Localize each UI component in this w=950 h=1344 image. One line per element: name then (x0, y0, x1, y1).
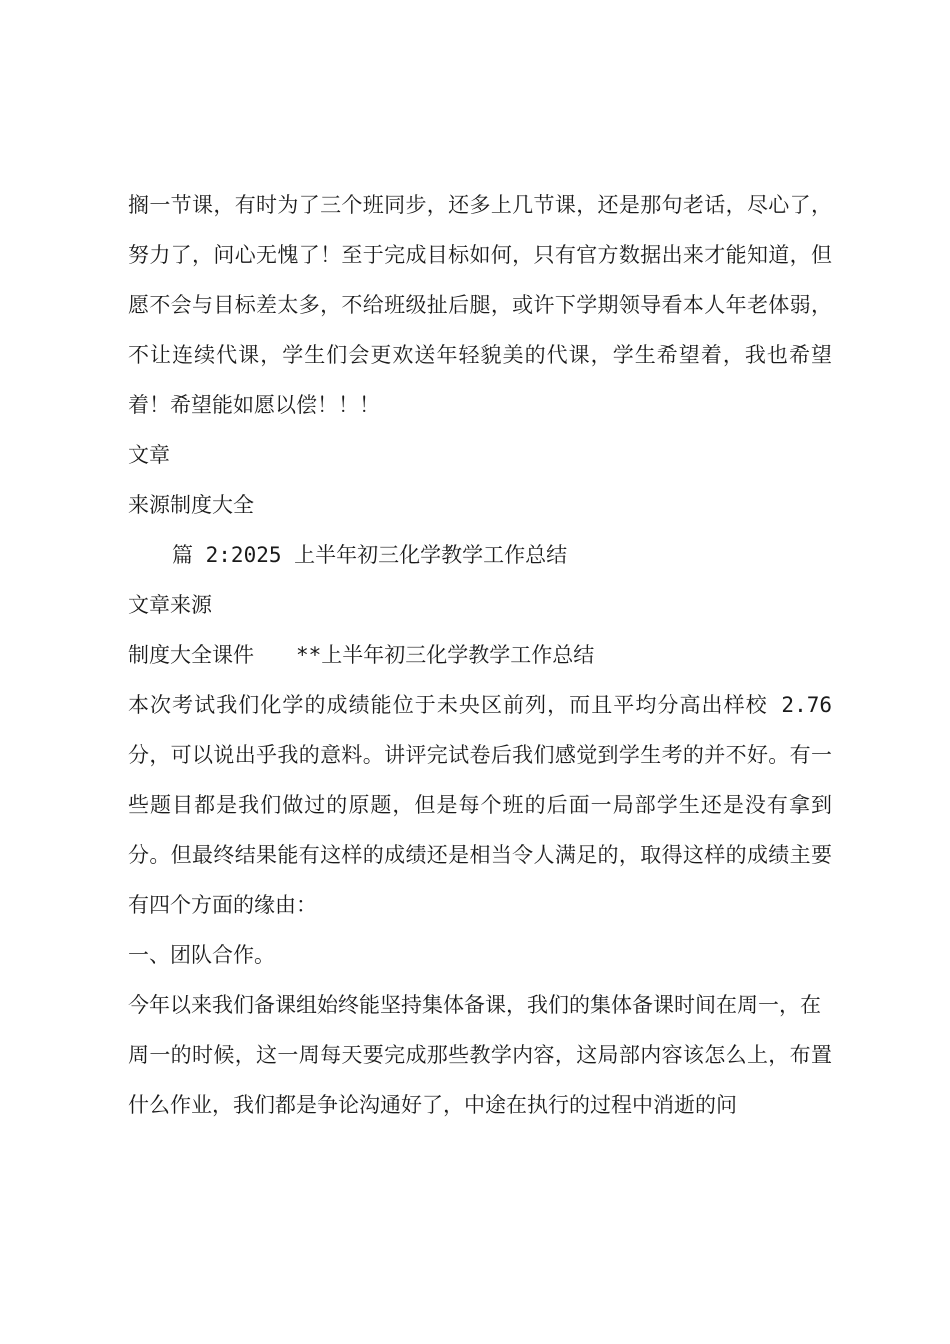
courseware-label: 制度大全课件 (128, 643, 254, 667)
body-paragraph-results: 本次考试我们化学的成绩能位于未央区前列，而且平均分高出样校 2.76 分，可以说出乎我的意料。讲评完试卷后我们感觉到学生考的并不好。有一些题目都是我们做过的原题，但是每个班的后面一局部学生还是没有拿到分。但最终结果能有这样的成绩还是相当令人满足的，取得这样的成绩主要有四个方面的缘由： (128, 693, 832, 917)
source-line: 文章来源 (128, 593, 212, 617)
body-paragraph-monday: 周一的时候，这一周每天要完成那些教学内容，这局部内容该怎么上，布置什么作业，我们都是争论沟通好了，中途在执行的过程中消逝的问 (128, 1043, 832, 1117)
body-paragraph-lesson-prep: 今年以来我们备课组始终能坚持集体备课，我们的集体备课时间在周一，在 (128, 993, 821, 1017)
document-body (128, 180, 832, 1130)
section-title: 篇 2:2025 上半年初三化学教学工作总结 (172, 543, 568, 567)
courseware-line (128, 630, 832, 680)
paragraph-continuation: 搁一节课，有时为了三个班同步，还多上几节课，还是那句老话，尽心了，努力了，问心无愧了！至于完成目标如何，只有官方数据出来才能知道，但愿不会与目标差太多，不给班级扯后腿，或许下学期领导看本人年老体弱，不让连续代课，学生们会更欢送年轻貌美的代课，学生希望着，我也希望着！希望能如愿以偿！！！ (128, 193, 832, 417)
body-heading-teamwork: 一、团队合作。 (128, 943, 275, 967)
courseware-title: **上半年初三化学教学工作总结 (296, 643, 595, 667)
paragraph-source: 来源制度大全 (128, 493, 254, 517)
paragraph-article: 文章 (128, 443, 170, 467)
